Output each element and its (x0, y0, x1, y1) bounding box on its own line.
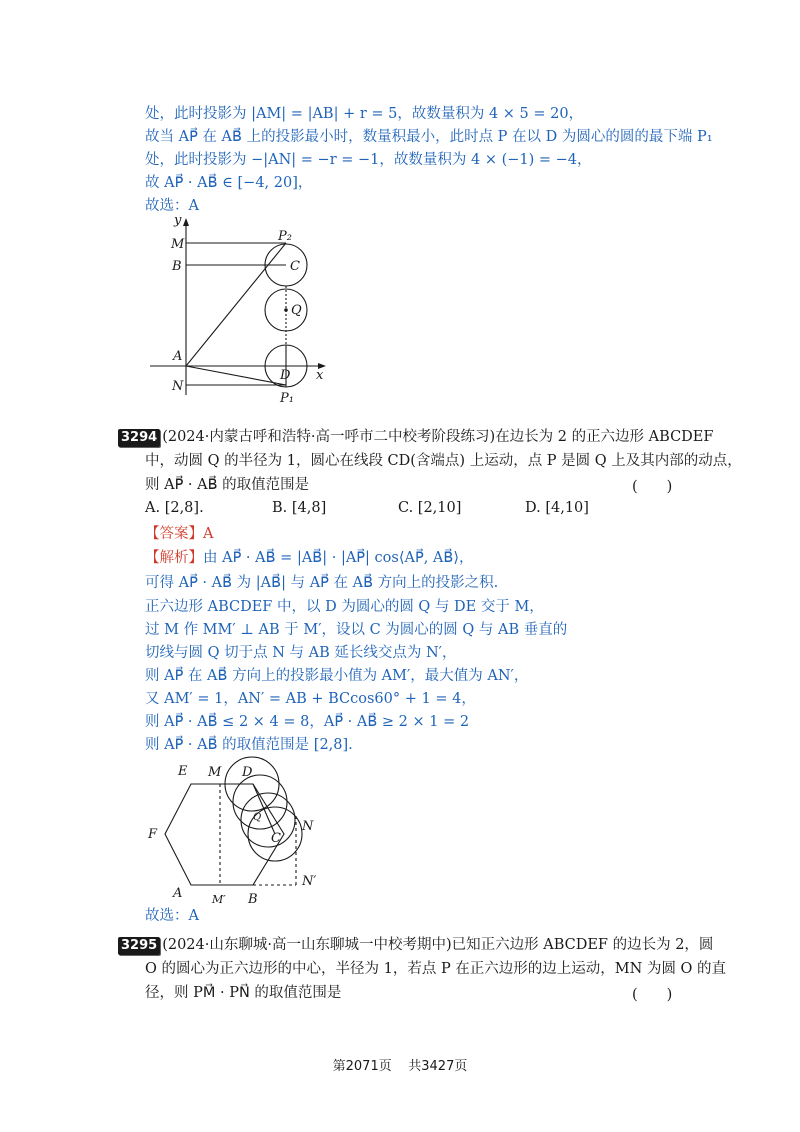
option-c: C. [2,10] (398, 500, 462, 516)
label-D: D (242, 765, 253, 780)
question-number: 3295 (118, 937, 160, 955)
label-C: C (290, 259, 300, 274)
solution-line: 处，此时投影为 |AM| = |AB| + r = 5，故数量积为 4 × 5 = 20， (145, 106, 584, 122)
label-C: C (271, 831, 281, 846)
analysis-line: 可得 AP⃗ · AB⃗ 为 |AB⃗| 与 AP⃗ 在 AB⃗ 方向上的投影之积. (145, 575, 499, 591)
label-B: B (248, 892, 258, 907)
page-footer (0, 1055, 800, 1074)
option-d: D. [4,10] (525, 500, 589, 516)
label-N-prime: N′ (302, 874, 317, 889)
analysis-line: 则 AP⃗ · AB⃗ 的取值范围是 [2,8]. (145, 737, 353, 753)
label-M: M (171, 237, 185, 252)
question-stem: 中，动圆 Q 的半径为 1，圆心在线段 CD(含端点) 上运动，点 P 是圆 Q 上及其内部的动点， (145, 453, 742, 469)
analysis-line: 则 AP⃗ · AB⃗ ≤ 2 × 4 = 8，AP⃗ · AB⃗ ≥ 2 × 1 = 2 (145, 714, 470, 730)
question-stem: 则 AP⃗ · AB⃗ 的取值范围是 (145, 477, 310, 493)
label-N: N (172, 379, 184, 394)
page-number: 第2071页 (332, 1059, 392, 1074)
solution-line: 故当 AP⃗ 在 AB⃗ 上的投影最小时，数量积最小，此时点 P 在以 D 为圆心的圆的最下端 P₁ (145, 129, 713, 145)
analysis-row: 【解析】由 AP⃗ · AB⃗ = |AB⃗| · |AP⃗| cos⟨AP⃗, AB⃗⟩， (145, 550, 474, 566)
label-P1: P₁ (280, 391, 294, 406)
analysis-line: 正六边形 ABCDEF 中，以 D 为圆心的圆 Q 与 DE 交于 M， (145, 599, 544, 615)
question-stem: 径，则 PM⃗ · PN⃗ 的取值范围是 (145, 985, 342, 1001)
solution-line: 处，此时投影为 −|AN| = −r = −1，故数量积为 4 × (−1) = −4， (145, 152, 592, 168)
label-A: A (173, 349, 183, 364)
analysis-line: 则 AP⃗ 在 AB⃗ 方向上的投影最小值为 AM′，最大值为 AN′， (145, 668, 529, 684)
answer-label: 【答案】 (145, 526, 203, 542)
label-B: B (172, 259, 182, 274)
analysis-label: 【解析】 (145, 550, 203, 566)
choose-answer: 故选：A (145, 908, 199, 924)
label-N: N (302, 819, 314, 834)
analysis-line: 又 AM′ = 1，AN′ = AB + BCcos60° + 1 = 4， (145, 691, 476, 707)
choose-answer: 故选：A (145, 198, 199, 214)
question-stem: 3294 (2024·内蒙古呼和浩特·高一呼市二中校考阶段练习)在边长为 2 的正六边形 ABCDEF (118, 427, 713, 447)
analysis-line: 切线与圆 Q 切于点 N 与 AB 延长线交点为 N′， (145, 645, 457, 661)
label-E: E (178, 764, 188, 779)
label-M-prime: M′ (212, 893, 226, 906)
label-Q: Q (253, 812, 262, 823)
label-A: A (173, 886, 183, 901)
solution-line: 故 AP⃗ · AB⃗ ∈ [−4, 20]， (145, 175, 313, 191)
answer-blank: ( ) (632, 987, 673, 1003)
page-total: 共3427页 (408, 1059, 468, 1074)
label-M: M (208, 765, 222, 780)
question-stem: 3295 (2024·山东聊城·高一山东聊城一中校考期中)已知正六边形 ABCDEF 的边长为 2，圆 (118, 935, 713, 955)
option-a: A. [2,8]. (145, 500, 204, 516)
question-number: 3294 (118, 429, 160, 447)
option-b: B. [4,8] (272, 500, 327, 516)
label-y: y (174, 213, 182, 228)
label-x: x (316, 368, 324, 383)
label-Q: Q (291, 303, 302, 318)
analysis-line: 过 M 作 MM′ ⊥ AB 于 M′，设以 C 为圆心的圆 Q 与 AB 垂直的 (145, 622, 568, 638)
label-P2: P₂ (278, 229, 292, 244)
answer-value: A (203, 526, 214, 542)
answer-blank: ( ) (632, 479, 673, 495)
question-stem: O 的圆心为正六边形的中心，半径为 1，若点 P 在正六边形的边上运动，MN 为圆 O 的直 (145, 961, 727, 977)
label-F: F (148, 827, 158, 842)
label-D: D (280, 368, 291, 383)
